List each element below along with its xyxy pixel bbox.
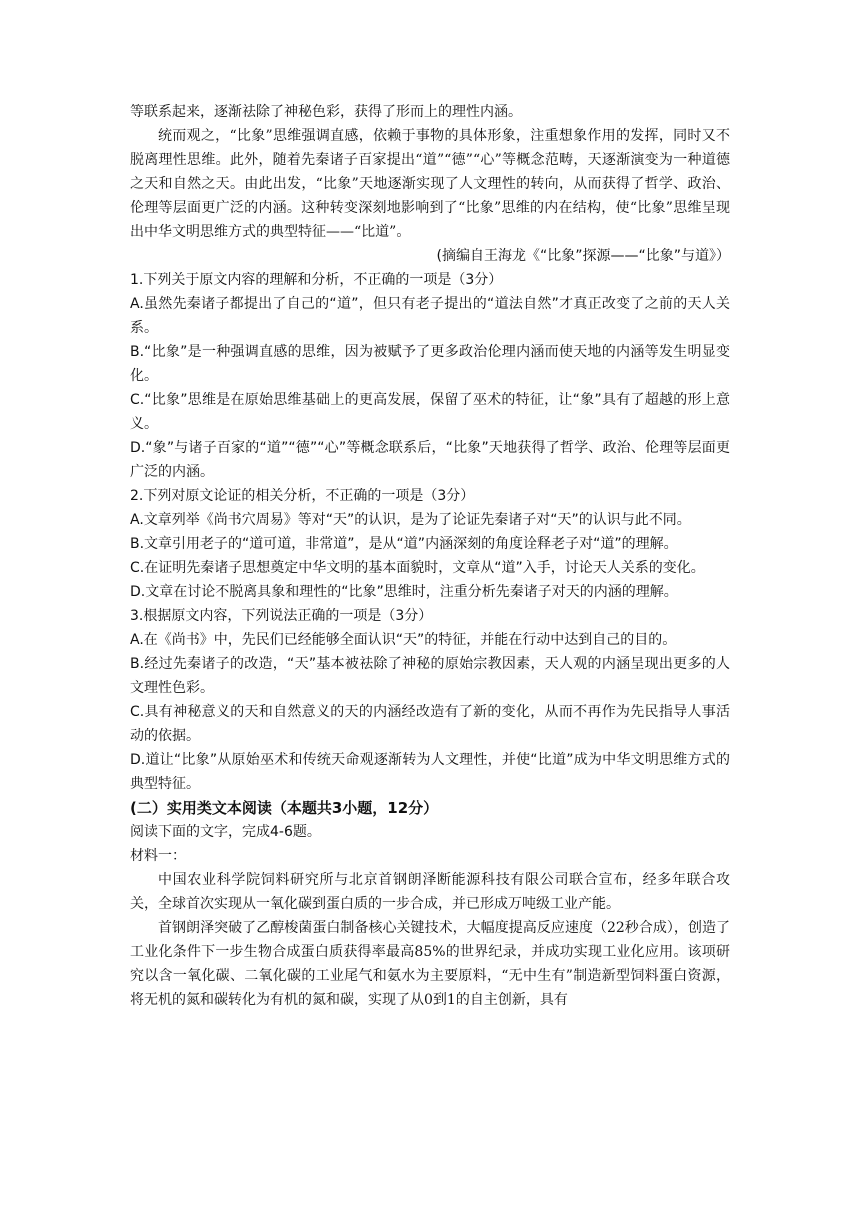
section-instruction: 阅读下面的文字，完成4-6题。 — [130, 824, 321, 840]
answer-option: C.具有神秘意义的天和自然意义的天的内涵经改造有了新的变化，从而不再作为先民指导人事活动的依据。 — [130, 704, 730, 744]
passage-paragraph: 等联系起来，逐渐祛除了神秘色彩，获得了形而上的理性内涵。 — [130, 104, 522, 120]
question-stem: 2.下列对原文论证的相关分析，不正确的一项是（3分） — [130, 488, 475, 504]
document-body — [130, 100, 730, 1012]
section-heading: (二）实用类文本阅读（本题共3小题，12分） — [130, 799, 439, 817]
answer-option: A.虽然先秦诸子都提出了自己的“道”，但只有老子提出的“道法自然”才真正改变了之前的天人关系。 — [130, 296, 730, 336]
answer-option: C.在证明先秦诸子思想奠定中华文明的基本面貌时，文章从“道”入手，讨论天人关系的变化。 — [130, 560, 705, 576]
question-stem: 1.下列关于原文内容的理解和分析，不正确的一项是（3分） — [130, 272, 503, 288]
material-paragraph: 中国农业科学院饲料研究所与北京首钢朗泽断能源科技有限公司联合宣布，经多年联合攻关，全球首次实现从一氧化碳到蛋白质的一步合成，并已形成万吨级工业产能。 — [130, 872, 730, 912]
answer-option: B.文章引用老子的“道可道，非常道”，是从“道”内涵深刻的角度诠释老子对“道”的理解。 — [130, 536, 678, 552]
answer-option: B.经过先秦诸子的改造，“天”基本被祛除了神秘的原始宗教因素，天人观的内涵呈现出更多的人文理性色彩。 — [130, 656, 730, 696]
passage-paragraph: 统而观之，“比象”思维强调直感，依赖于事物的具体形象，注重想象作用的发挥，同时又不脱离理性思维。此外，随着先秦诸子百家提出“道”“德”“心”等概念范畴，天逐渐演变为一种道德之天和自然之天。由此出发，“比象”天地逐渐实现了人文理性的转向，从而获得了哲学、政治、伦理等层面更广泛的内涵。这种转变深刻地影响到了“比象”思维的内在结构，使“比象”思维呈现出中华文明思维方式的典型特征——“比道”。 — [130, 128, 730, 240]
answer-option: D.道让“比象”从原始巫术和传统天命观逐渐转为人文理性，并使“比道”成为中华文明思维方式的典型特征。 — [130, 752, 730, 792]
answer-option: C.“比象”思维是在原始思维基础上的更高发展，保留了巫术的特征，让“象”具有了超越的形上意义。 — [130, 392, 730, 432]
answer-option: B.“比象”是一种强调直感的思维，因为被赋予了更多政治伦理内涵而使天地的内涵等发生明显变化。 — [130, 344, 730, 384]
answer-option: A.在《尚书》中，先民们已经能够全面认识“天”的特征，并能在行动中达到自己的目的。 — [130, 632, 677, 648]
answer-option: A.文章列举《尚书穴周易》等对“天”的认识，是为了论证先秦诸子对“天”的认识与此不同。 — [130, 512, 691, 528]
answer-option: D.文章在讨论不脱离具象和理性的“比象”思维时，注重分析先秦诸子对天的内涵的理解。 — [130, 584, 678, 600]
material-label: 材料一： — [130, 848, 186, 864]
source-citation: (摘编自王海龙《“比象”探源——“比象”与道》） — [436, 248, 730, 264]
question-stem: 3.根据原文内容，下列说法正确的一项是（3分） — [130, 608, 433, 624]
answer-option: D.“象”与诸子百家的“道”“德”“心”等概念联系后，“比象”天地获得了哲学、政治、伦理等层面更广泛的内涵。 — [130, 440, 730, 480]
material-paragraph: 首钢朗泽突破了乙醇梭菌蛋白制备核心关键技术，大幅度提高反应速度（22秒合成），创造了工业化条件下一步生物合成蛋白质获得率最高85%的世界纪录，并成功实现工业化应用。该项研究以含一氧化碳、二氧化碳的工业尾气和氨水为主要原料，“无中生有”制造新型饲料蛋白资源，将无机的氮和碳转化为有机的氮和碳，实现了从0到1的自主创新，具有 — [130, 920, 730, 1008]
